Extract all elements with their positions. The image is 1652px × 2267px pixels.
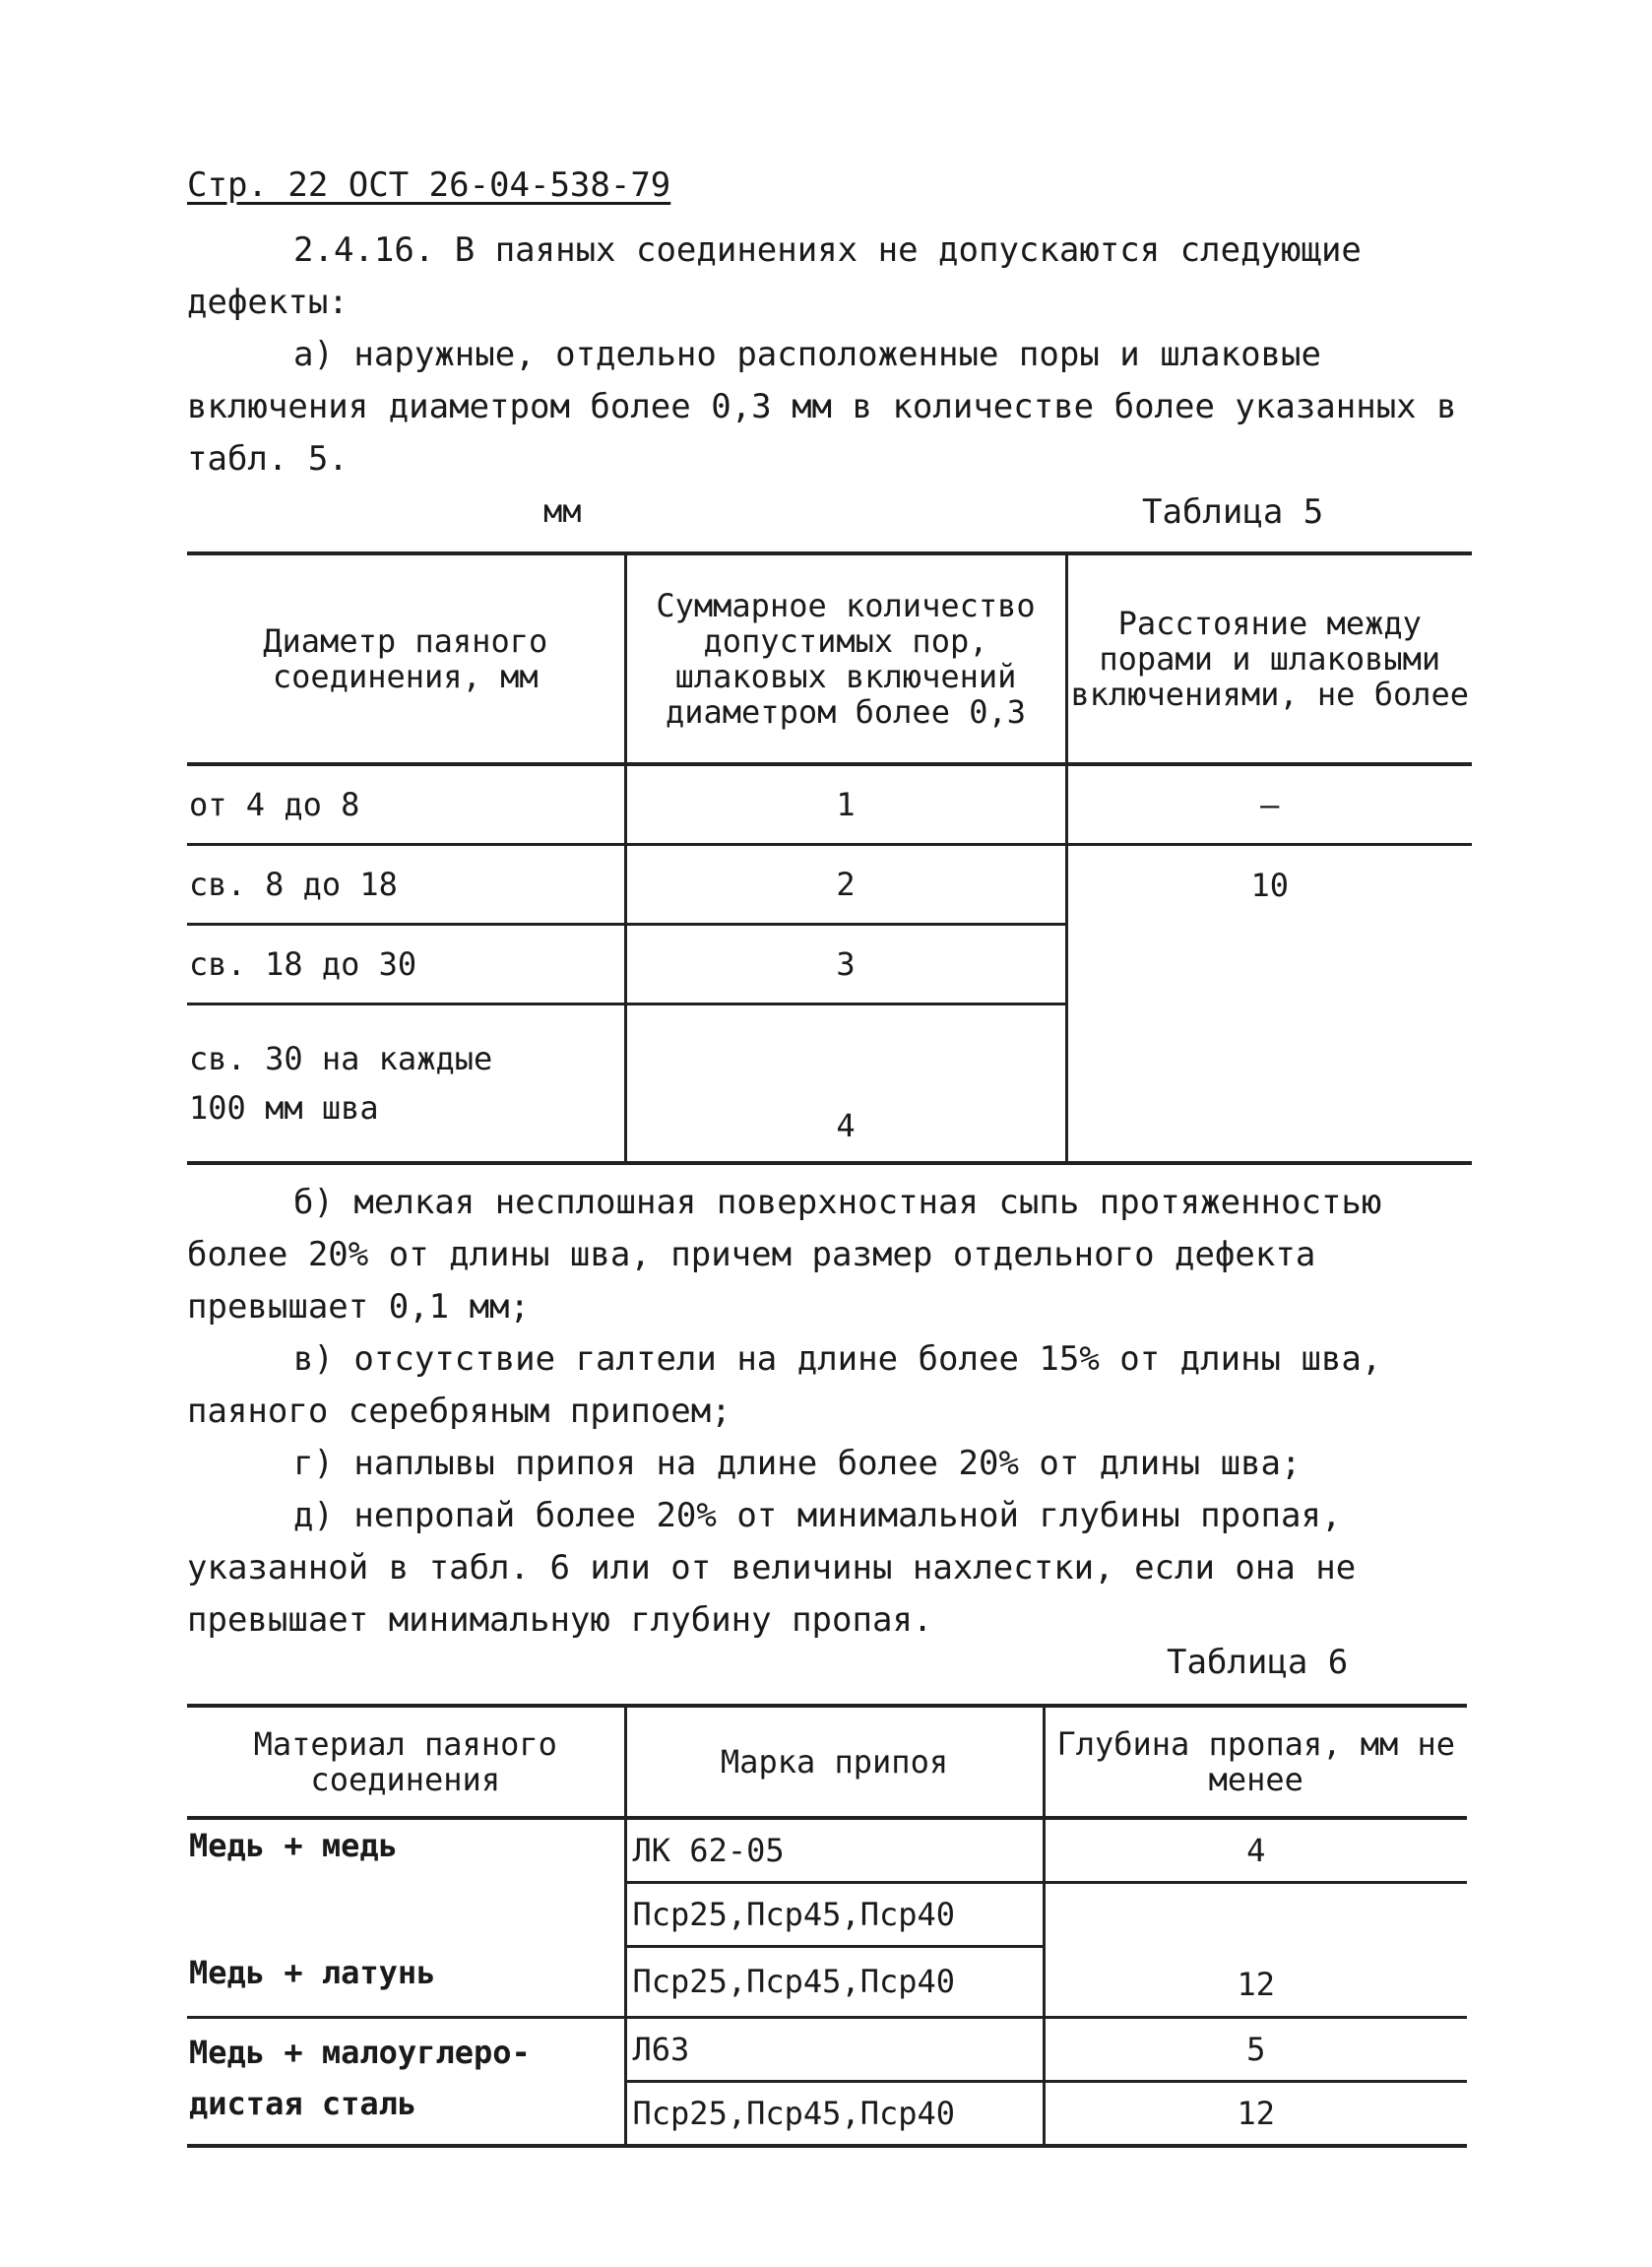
table-row xyxy=(187,764,1472,845)
table5-header-diameter: Диаметр паяного соединения, мм xyxy=(187,553,625,764)
table5-cell-diameter: от 4 до 8 xyxy=(187,764,625,845)
table6-cell-material-line1: Медь + малоуглеро- xyxy=(189,2033,531,2071)
table-row xyxy=(187,1818,1467,1883)
table6-cell-depth: 12 xyxy=(1044,2081,1467,2146)
table5-header-distance: Расстояние между порами и шлаковыми включениями, не более xyxy=(1066,553,1472,764)
table5-header-count: Суммарное количество допустимых пор, шлаковых включений диаметром более 0,3 xyxy=(625,553,1066,764)
page-header: Стр. 22 ОСТ 26-04-538-79 xyxy=(187,165,671,205)
table6-header-solder: Марка припоя xyxy=(625,1706,1044,1818)
table6-cell-depth: 4 xyxy=(1044,1818,1467,1883)
table5-cell-diameter: св. 8 до 18 xyxy=(187,845,625,925)
item-d: д) непропай более 20% от минимальной глубины пропая, указанной в табл. 6 или от величины нахлестки, если она не превышает минимальную глубину пропая. xyxy=(187,1496,1357,1640)
table5-caption: Таблица 5 xyxy=(1142,492,1324,532)
table-6 xyxy=(187,1704,1467,2148)
table6-caption: Таблица 6 xyxy=(1167,1643,1349,1682)
item-b: б) мелкая несплошная поверхностная сыпь протяженностью более 20% от длины шва, причем размер отдельного дефекта превышает 0,1 мм; xyxy=(187,1183,1382,1327)
item-v: в) отсутствие галтели на длине более 15% от длины шва, паяного серебряным припоем; xyxy=(187,1339,1382,1431)
table6-cell-solder: Л63 xyxy=(625,2017,1044,2081)
table5-unit: мм xyxy=(543,492,582,530)
table5-cell-diameter-line1: св. 30 на каждые xyxy=(189,1040,493,1077)
table6-header-material: Материал паяного соединения xyxy=(187,1706,625,1818)
clause-2-4-16: 2.4.16. В паяных соединениях не допускаются следующие дефекты: xyxy=(187,230,1362,322)
table6-cell-depth: 5 xyxy=(1044,2017,1467,2081)
table5-cell-count: 4 xyxy=(625,1004,1066,1164)
table6-cell-material-line2: дистая сталь xyxy=(189,2084,417,2122)
table5-cell-diameter xyxy=(187,1004,625,1164)
item-a: а) наружные, отдельно расположенные поры и шлаковые включения диаметром более 0,3 мм в количестве более указанных в табл. 5. xyxy=(187,335,1457,479)
table5-cell-distance: 10 xyxy=(1066,845,1472,1164)
table5-cell-diameter-line2: 100 мм шва xyxy=(189,1089,379,1127)
table6-cell-solder: Пср25,Пср45,Пср40 xyxy=(625,1947,1044,2018)
table6-cell-solder: Пср25,Пср45,Пср40 xyxy=(625,1883,1044,1947)
table-row xyxy=(187,845,1472,925)
table6-cell-solder: Пср25,Пср45,Пср40 xyxy=(625,2081,1044,2146)
table6-cell-material: Медь + латунь xyxy=(187,1947,625,2018)
table-row xyxy=(187,2017,1467,2081)
table6-cell-depth: 12 xyxy=(1044,1883,1467,2018)
table6-header-depth: Глубина пропая, мм не менее xyxy=(1044,1706,1467,1818)
table6-cell-material: Медь + медь xyxy=(189,1827,398,1864)
table5-cell-count: 2 xyxy=(625,845,1066,925)
table-5 xyxy=(187,551,1472,1165)
table5-cell-count: 3 xyxy=(625,925,1066,1004)
table5-cell-count: 1 xyxy=(625,764,1066,845)
table6-cell-solder: ЛК 62-05 xyxy=(625,1818,1044,1883)
table5-cell-diameter: св. 18 до 30 xyxy=(187,925,625,1004)
table6-cell-material xyxy=(187,2017,625,2146)
table5-cell-distance: – xyxy=(1066,764,1472,845)
item-g: г) наплывы припоя на длине более 20% от длины шва; xyxy=(293,1444,1302,1483)
